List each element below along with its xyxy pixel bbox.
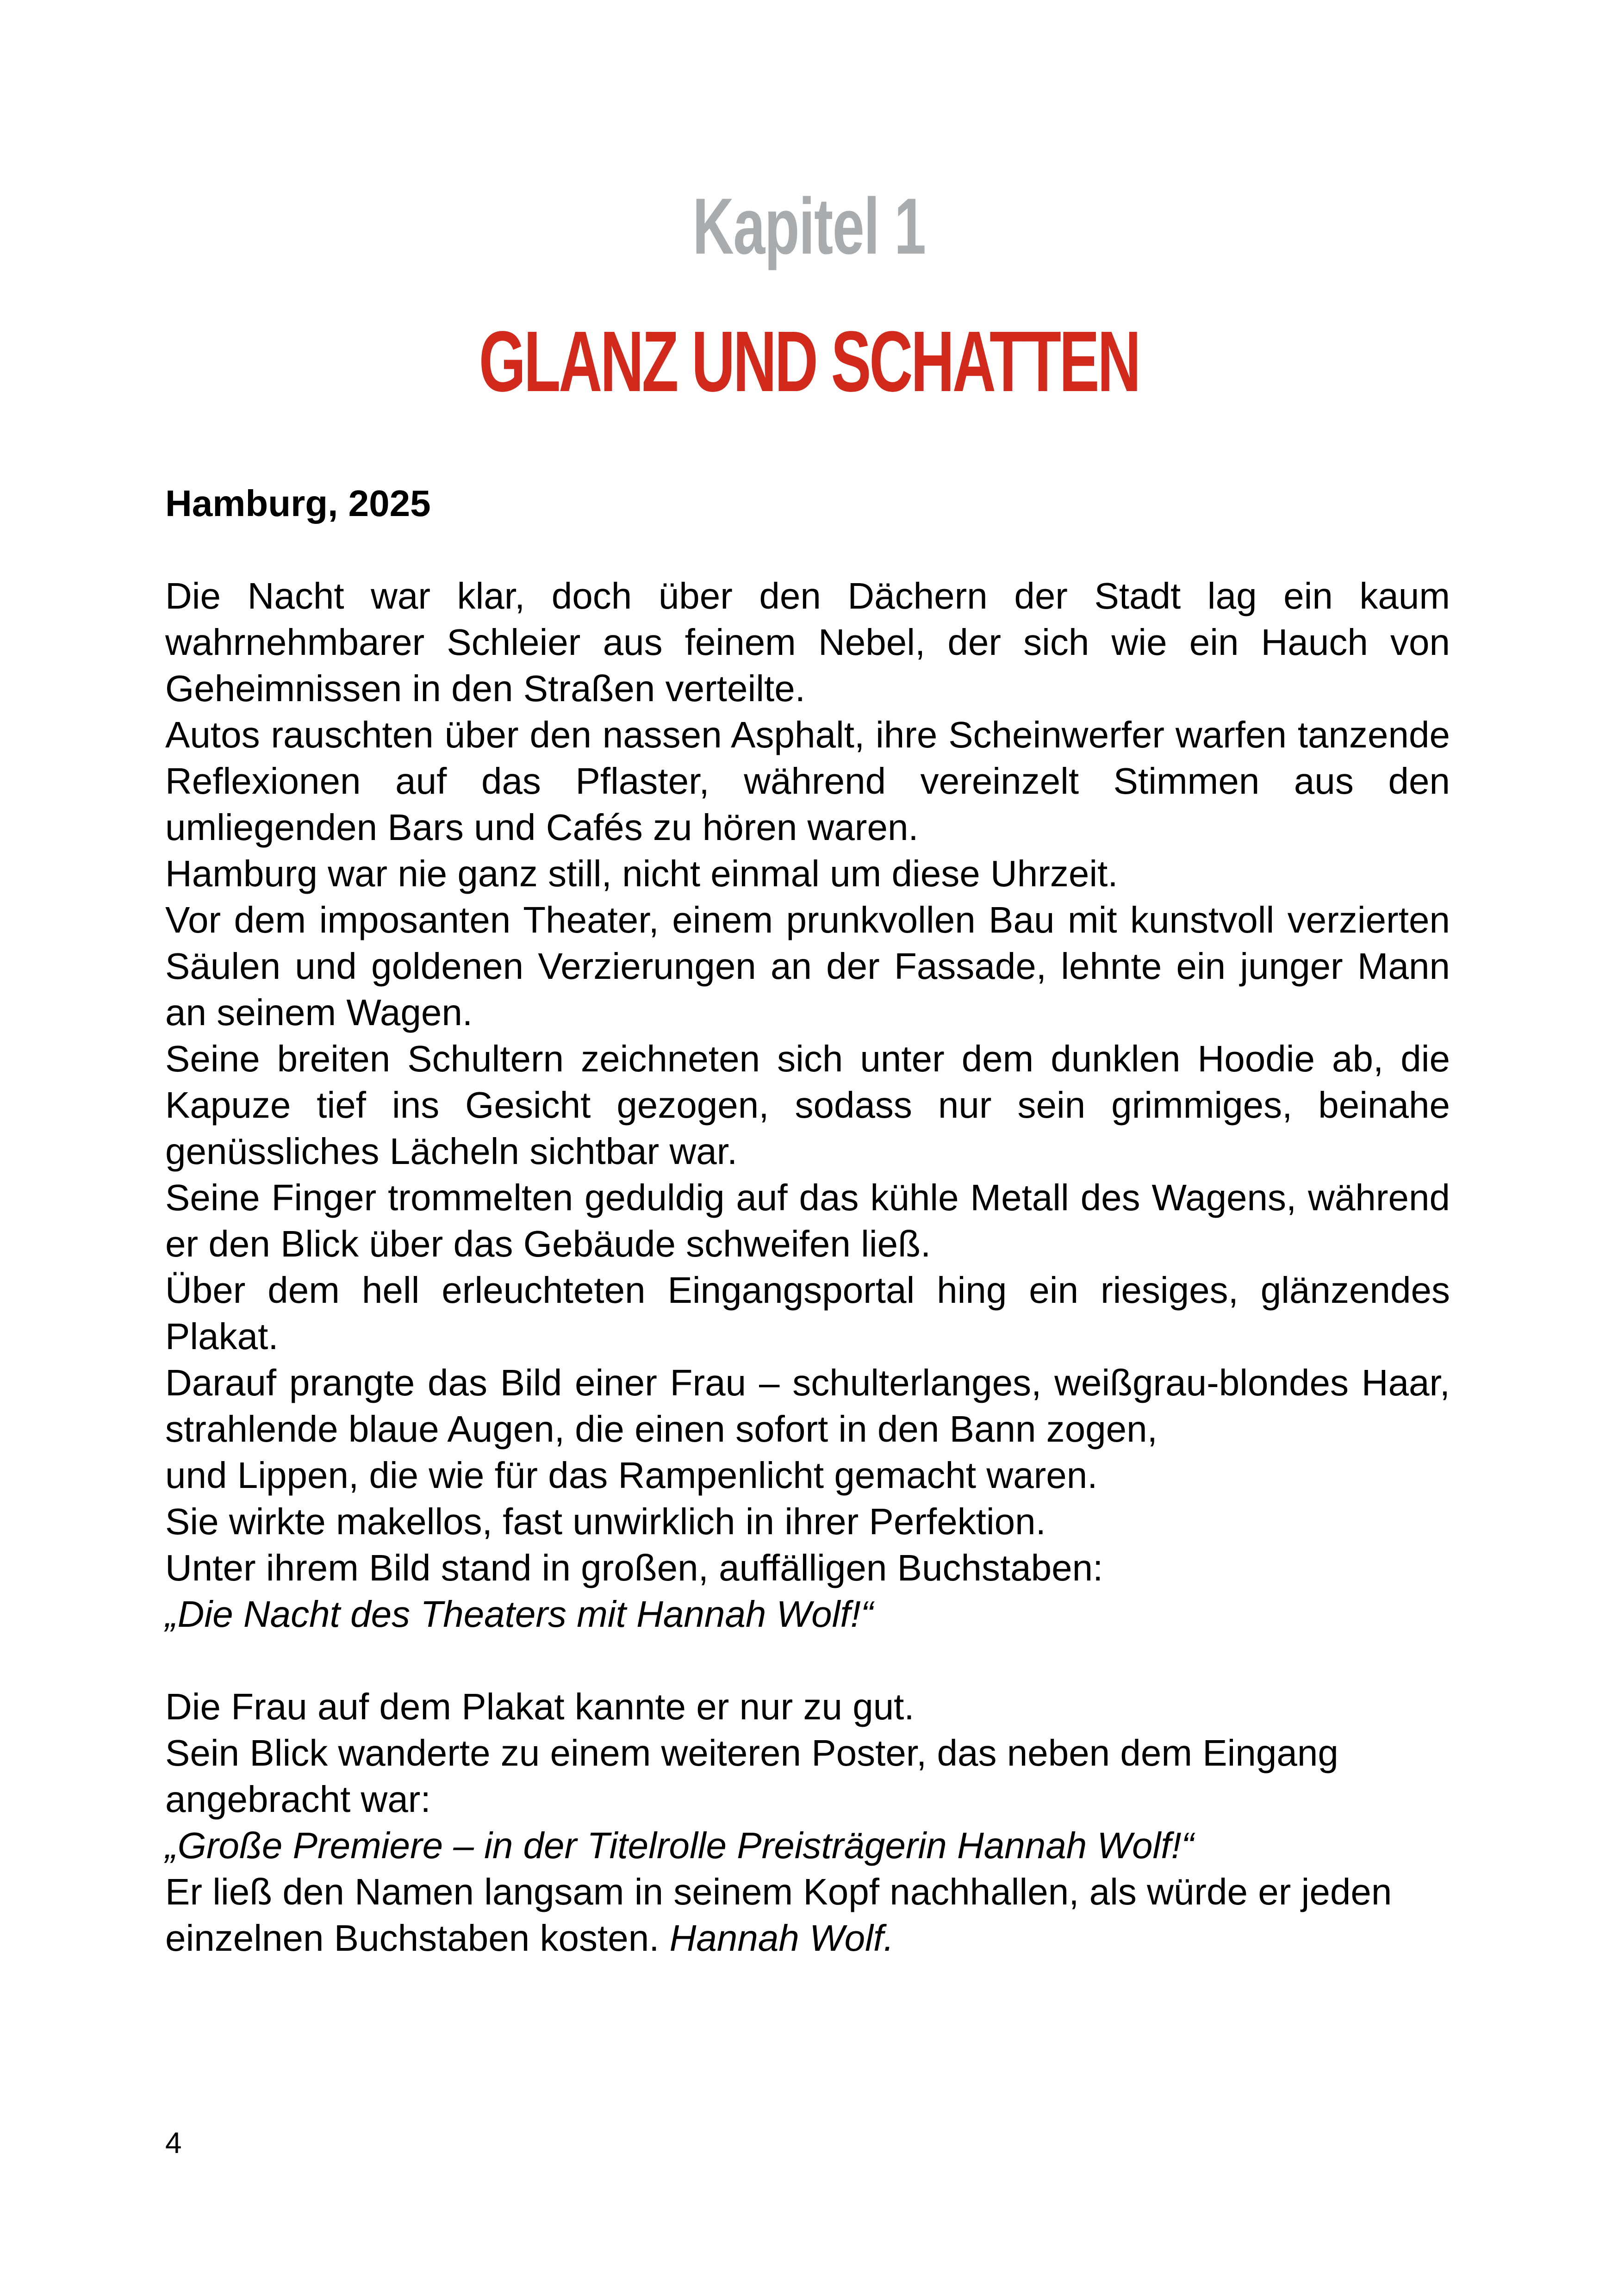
paragraph: [165, 1869, 1450, 1961]
body-text: [165, 480, 1450, 1961]
paragraph: Sie wirkte makellos, fast unwirklich in ihrer Perfektion.: [165, 1501, 1046, 1542]
spacer: [165, 1637, 1450, 1684]
paragraph: Die Nacht war klar, doch über den Dächern der Stadt lag ein kaum wahrnehmbarer Schleier aus feinem Nebel, der sich wie ein Hauch von Geheimnissen in den Straßen verteilte.: [165, 575, 1450, 709]
location-heading: Hamburg, 2025: [165, 483, 431, 524]
paragraph: Vor dem imposanten Theater, einem prunkvollen Bau mit kunstvoll verzierten Säulen und goldenen Verzierungen an der Fassade, lehnte ein junger Mann an seinem Wagen.: [165, 899, 1450, 1033]
paragraph: Hamburg war nie ganz still, nicht einmal um diese Uhrzeit.: [165, 853, 1118, 894]
paragraph: Die Frau auf dem Plakat kannte er nur zu gut.: [165, 1686, 915, 1727]
spacer: [165, 527, 1450, 573]
paragraph: Seine Finger trommelten geduldig auf das kühle Metall des Wagens, während er den Blick über das Gebäude schweifen ließ.: [165, 1177, 1450, 1264]
paragraph: Über dem hell erleuchteten Eingangsportal hing ein riesiges, glänzendes Plakat.: [165, 1269, 1450, 1357]
paragraph: Sein Blick wanderte zu einem weiteren Poster, das neben dem Eingang angebracht war:: [165, 1732, 1338, 1820]
paragraph: Darauf prangte das Bild einer Frau – schulterlanges, weißgrau-blondes Haar, strahlende blaue Augen, die einen sofort in den Bann zogen,: [165, 1362, 1450, 1450]
chapter-label: Kapitel 1: [692, 182, 926, 271]
paragraph: Seine breiten Schultern zeichneten sich unter dem dunklen Hoodie ab, die Kapuze tief ins Gesicht gezogen, sodass nur sein grimmiges, beinahe genüssliches Lächeln sichtbar war.: [165, 1038, 1450, 1172]
poster-quote: „Große Premiere – in der Titelrolle Preisträgerin Hannah Wolf!“: [165, 1825, 1194, 1866]
paragraph: Unter ihrem Bild stand in großen, auffälligen Buchstaben:: [165, 1547, 1103, 1588]
poster-quote: „Die Nacht des Theaters mit Hannah Wolf!“: [165, 1593, 873, 1635]
chapter-title: GLANZ UND SCHATTEN: [479, 314, 1139, 410]
name-emphasis: Hannah Wolf.: [669, 1917, 894, 1959]
page-number: 4: [165, 2126, 182, 2159]
paragraph: und Lippen, die wie für das Rampenlicht gemacht waren.: [165, 1455, 1098, 1496]
paragraph-text: Er ließ den Namen langsam in seinem Kopf nachhallen, als würde er jeden einzelnen Buchstaben kosten.: [165, 1871, 1392, 1959]
paragraph: Autos rauschten über den nassen Asphalt, ihre Scheinwerfer warfen tanzende Reflexionen auf das Pflaster, während vereinzelt Stimmen aus den umliegenden Bars und Cafés zu hören waren.: [165, 714, 1450, 848]
